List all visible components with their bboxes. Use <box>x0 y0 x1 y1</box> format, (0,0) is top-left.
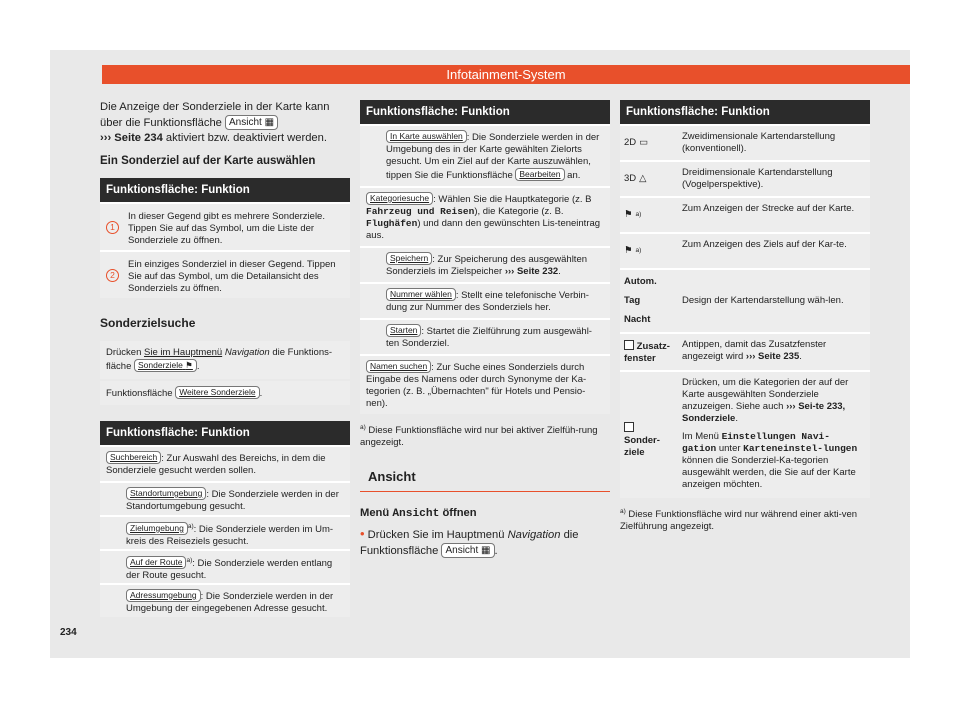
page-header: Infotainment-System <box>102 65 910 84</box>
table-row: Speichern : Zur Speicherung des ausgewählten Sonderziels im Zielspeicher ››› Seite 232. <box>360 246 610 282</box>
footnote: $^{a)}$ Diese Funktionsfläche wird nur während einer akti-ven Zielführung angezeigt. <box>620 508 858 532</box>
table-row: Nummer wählen : Stellt eine telefonische Verbin-dung zur Nummer des Sonderziels her. <box>360 282 610 318</box>
number-badge: 1 <box>106 221 119 234</box>
table-row: Auf der Route $^{a)}$: Die Sonderziele werden entlang der Route gesucht. <box>100 549 350 583</box>
map-icon: ▦ <box>264 117 275 128</box>
table-3 <box>360 100 610 414</box>
table-header: Funktionsfläche: Funktion <box>100 178 350 202</box>
table-row: ⚑ a) Zum Anzeigen der Strecke auf der Karte. <box>620 196 870 232</box>
table-row: 1 In dieser Gegend gibt es mehrere Sonderziele. Tippen Sie auf das Symbol, um die Liste der Sonderziele zu öffnen. <box>100 202 350 250</box>
checkbox-icon <box>624 340 634 350</box>
ansicht-key: Ansicht ▦ <box>225 115 278 130</box>
manual-page <box>50 50 910 658</box>
menu-heading: Menü Ansicht öffnen <box>360 507 477 521</box>
bullet-icon: • <box>360 526 365 542</box>
column-2 <box>360 100 610 559</box>
page-number: 234 <box>60 627 77 638</box>
table-row: 2 Ein einziges Sonderziel in dieser Gegend. Tippen Sie auf das Symbol, um die Detailansicht des Sonderziels zu öffnen. <box>100 250 350 298</box>
table-row: 2D ▭ Zweidimensionale Kartendarstellung (konventionell). <box>620 124 870 160</box>
table-row: Starten : Startet die Zielführung zum ausgewähl-ten Sonderziel. <box>360 318 610 354</box>
footnote: $^{a)}$ Diese Funktionsfläche wird nur bei aktiver Zielfüh-rung angezeigt. <box>360 424 598 448</box>
table-row: Sonder-ziele Drücken, um die Kategorien der auf der Karte ausgewählten Sonderziele anzuzeigen. Siehe auch ››› Sei-te 233, Sonderziele. Im Menü Einstellungen Navi-gation unter Karteneinstel-lungen können die Sonderziel-Ka-tegorien ausgewählt werden, die Sie auf der Karte anzeigen möchten. <box>620 370 870 498</box>
poi-icon: ⚑ <box>185 360 193 370</box>
table-row: ⚑ a) Zum Anzeigen des Ziels auf der Kar-te. <box>620 232 870 268</box>
table-row: Namen suchen : Zur Suche eines Sonderziels durch Eingabe des Namens oder durch Synonyme der Ka-tegorien (z. B. „Übernachten" für Hotels und Pensio-nen). <box>360 354 610 414</box>
route-icon: ⚑ <box>624 209 633 220</box>
table-row: Standortumgebung : Die Sonderziele werden in der Standortumgebung gesucht. <box>100 481 350 515</box>
table-row: Adressumgebung : Die Sonderziele werden in der Umgebung der eingegebenen Adresse gesucht. <box>100 583 350 617</box>
section-heading: Ein Sonderziel auf der Karte auswählen <box>100 155 316 167</box>
suchbereich-key: Suchbereich <box>106 451 161 464</box>
ansicht-heading: Ansicht <box>368 469 416 484</box>
destination-icon: ⚑ <box>624 245 633 256</box>
table-2 <box>100 421 350 617</box>
weitere-sonderziele-key: Weitere Sonderziele <box>175 386 259 399</box>
table-row: Suchbereich : Zur Auswahl des Bereichs, in dem die Sonderziele gesucht werden sollen. <box>100 445 350 481</box>
3d-map-icon: △ <box>639 173 647 184</box>
table-row: In Karte auswählen : Die Sonderziele werden in der Umgebung des in der Karte gewählten Zielorts gesucht. Um ein Ziel auf der Karte auszuwählen, tippen Sie die Funktionsfläche Bearbeiten an. <box>360 124 610 186</box>
table-row: Zielumgebung $^{a)}$: Die Sonderziele werden im Um-kreis des Reiseziels gesucht. <box>100 515 350 549</box>
table-row: Kategoriesuche : Wählen Sie die Hauptkategorie (z. B Fahrzeug und Reisen), die Kategorie (z. B. Flughäfen) und dann den gewünschten Lis-teneintrag aus. <box>360 186 610 246</box>
2d-map-icon: ▭ <box>639 137 649 148</box>
function-row: Funktionsfläche Weitere Sonderziele . <box>100 381 350 405</box>
column-3 <box>620 100 870 533</box>
sonderziele-key: Sonderziele ⚑ <box>134 359 197 372</box>
table-header: Funktionsfläche: Funktion <box>620 100 870 124</box>
table-header: Funktionsfläche: Funktion <box>100 421 350 445</box>
divider <box>360 491 610 492</box>
search-box: Drücken Sie im Hauptmenü Navigation die Funktions-fläche Sonderziele ⚑ . <box>100 341 350 379</box>
intro-paragraph: Die Anzeige der Sonderziele in der Karte kann über die Funktionsfläche Ansicht ▦ ››› Seite 234 aktiviert bzw. deaktiviert werden. <box>100 101 330 144</box>
checkbox-icon <box>624 422 634 432</box>
section-title: Sonderzielsuche <box>100 316 196 330</box>
table-1 <box>100 178 350 298</box>
column-1 <box>100 100 350 617</box>
table-row: Zusatz-fenster Antippen, damit das Zusatzfenster angezeigt wird ››› Seite 235. <box>620 332 870 370</box>
table-row: 3D △ Dreidimensionale Kartendarstellung (Vogelperspektive). <box>620 160 870 196</box>
table-header: Funktionsfläche: Funktion <box>360 100 610 124</box>
number-badge: 2 <box>106 269 119 282</box>
map-icon: ▦ <box>481 545 491 557</box>
bullet-item: • Drücken Sie im Hauptmenü Navigation die Funktionsfläche Ansicht ▦ . <box>360 526 579 558</box>
ansicht-key: Ansicht ▦ <box>441 543 494 558</box>
table-row: Autom. Tag Nacht Design der Kartendarstellung wäh-len. <box>620 268 870 332</box>
